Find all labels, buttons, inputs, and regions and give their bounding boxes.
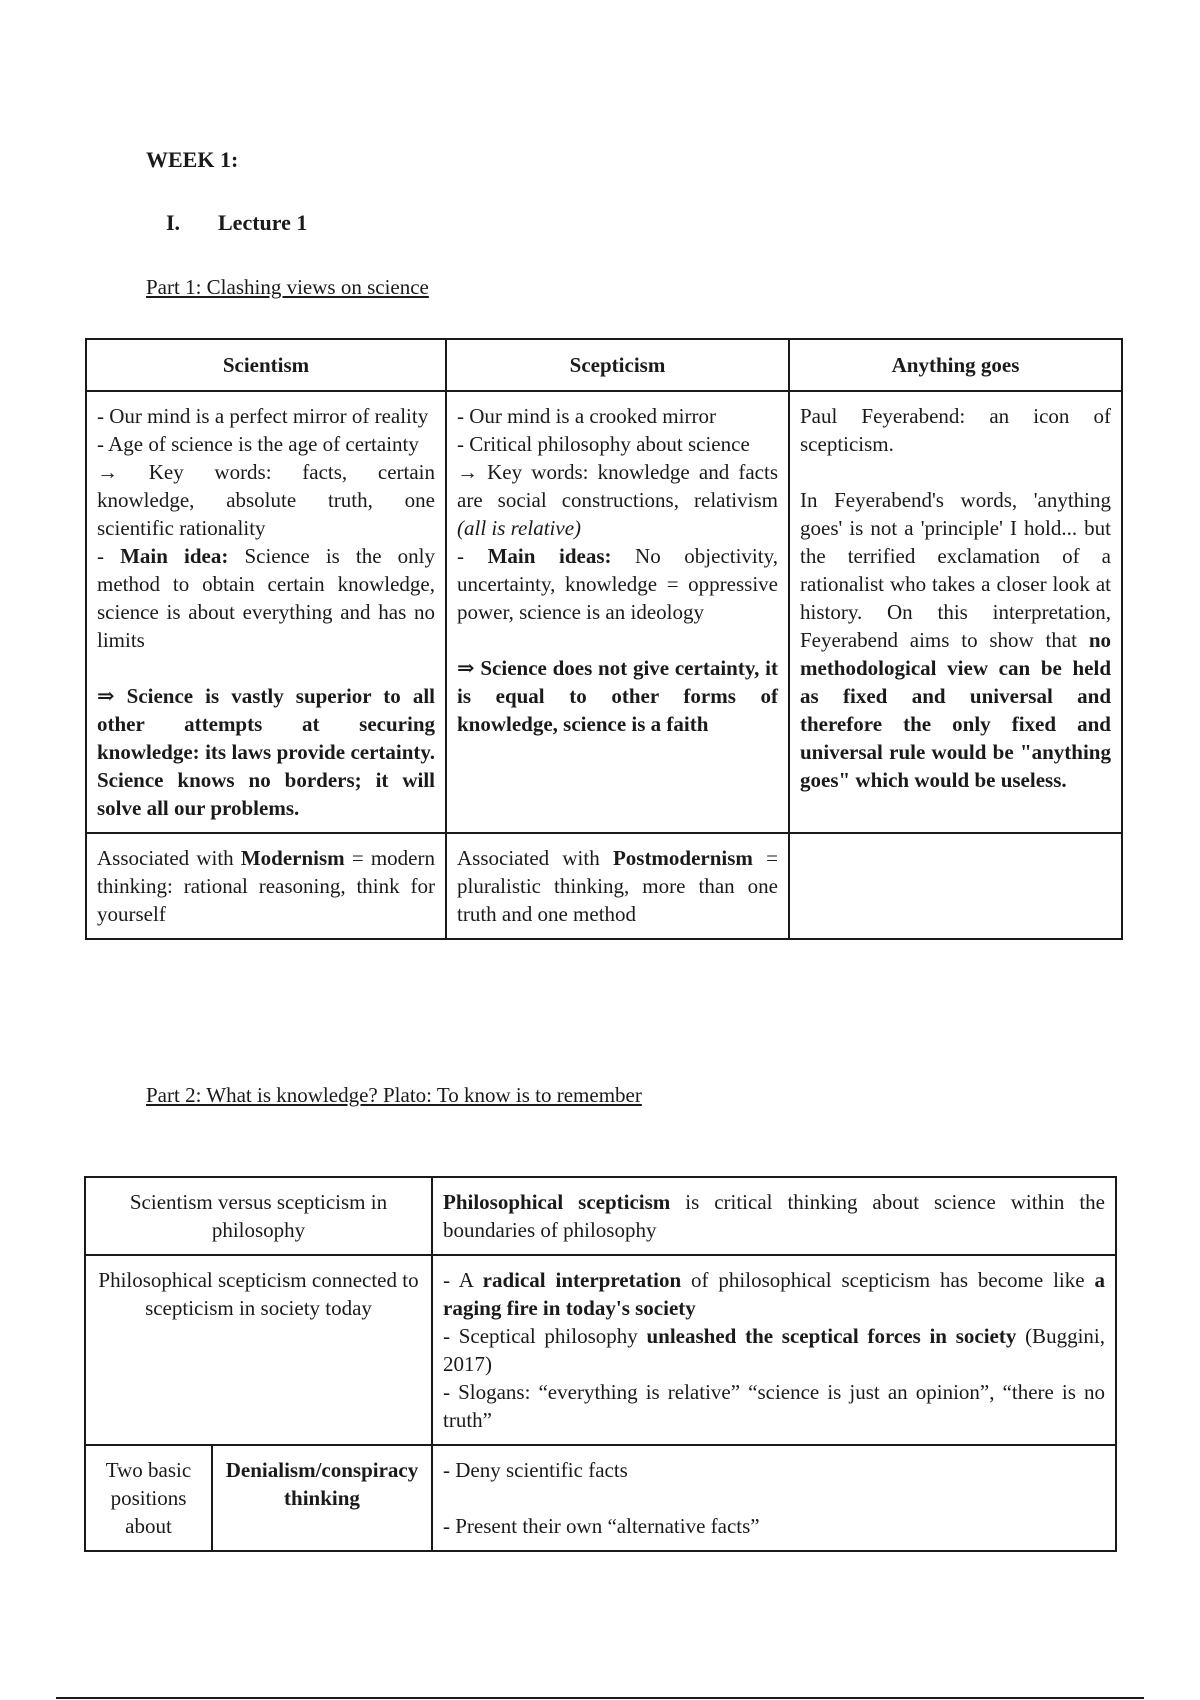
postmodernism-cell: Associated with Postmodernism = pluralistic thinking, more than one truth and one method bbox=[446, 833, 789, 939]
feyerabend-intro: Paul Feyerabend: an icon of scepticism. bbox=[800, 404, 1111, 456]
slogans-line: - Slogans: “everything is relative” “science is just an opinion”, “there is no truth” bbox=[443, 1380, 1105, 1432]
scepticism-conclusion: ⇒ Science does not give certainty, it is equal to other forms of knowledge, science is a faith bbox=[457, 656, 778, 736]
knowledge-table bbox=[84, 1176, 1117, 1552]
scientism-conclusion: ⇒ Science is vastly superior to all other attempts at securing knowledge: its laws provide certainty. Science knows no borders; it will solve all our problems. bbox=[97, 684, 435, 820]
scientism-line: - Our mind is a perfect mirror of reality bbox=[97, 404, 429, 428]
header-scientism: Scientism bbox=[86, 339, 446, 391]
scepticism-line: - Our mind is a crooked mirror bbox=[457, 404, 716, 428]
lecture-title: Lecture 1 bbox=[218, 210, 308, 235]
week-heading: WEEK 1: bbox=[146, 147, 239, 172]
scientism-line: - Age of science is the age of certainty bbox=[97, 432, 419, 456]
scepticism-line: - Critical philosophy about science bbox=[457, 432, 750, 456]
deny-facts-line: - Deny scientific facts bbox=[443, 1458, 628, 1482]
table-row bbox=[86, 833, 1122, 939]
row-content bbox=[432, 1445, 1116, 1551]
scientism-line: → Key words: facts, certain knowledge, absolute truth, one scientific rationality bbox=[97, 460, 435, 540]
feyerabend-quote: In Feyerabend's words, 'anything goes' is not a 'principle' I hold... but the terrified exclamation of a rationalist who takes a closer look at history. On this interpretation, Feyerabend aims to show that no methodological view can be held as fixed and universal and therefore the only fixed and universal rule would be "anything goes" which would be useless. bbox=[800, 488, 1111, 792]
modernism-cell: Associated with Modernism = modern thinking: rational reasoning, think for yourself bbox=[86, 833, 446, 939]
row-label: Two basic positions about bbox=[85, 1445, 212, 1551]
table-row bbox=[85, 1255, 1116, 1445]
table-row bbox=[86, 391, 1122, 833]
row-content bbox=[432, 1255, 1116, 1445]
empty-cell bbox=[789, 833, 1122, 939]
table-row bbox=[85, 1177, 1116, 1255]
clashing-views-table bbox=[85, 338, 1123, 940]
scientism-main-idea: - Main idea: Science is the only method to obtain certain knowledge, science is about everything and has no limits bbox=[97, 544, 436, 652]
lecture-heading bbox=[166, 209, 307, 237]
alternative-facts-line: - Present their own “alternative facts” bbox=[443, 1514, 760, 1538]
header-anything-goes: Anything goes bbox=[789, 339, 1122, 391]
row-label: Philosophical scepticism connected to scepticism in society today bbox=[85, 1255, 432, 1445]
row-sublabel: Denialism/conspiracy thinking bbox=[212, 1445, 432, 1551]
row-label: Scientism versus scepticism in philosophy bbox=[85, 1177, 432, 1255]
sceptical-philosophy-line: - Sceptical philosophy unleashed the sceptical forces in society (Buggini, 2017) bbox=[443, 1324, 1105, 1376]
table-row bbox=[85, 1445, 1116, 1551]
page-divider bbox=[56, 1697, 1144, 1699]
row-content: Philosophical scepticism is critical thinking about science within the boundaries of philosophy bbox=[432, 1177, 1116, 1255]
scepticism-main-ideas: - Main ideas: No objectivity, uncertainty, knowledge = oppressive power, science is an ideology bbox=[457, 544, 778, 624]
scepticism-cell bbox=[446, 391, 789, 833]
lecture-number: I. bbox=[166, 210, 181, 235]
anything-goes-cell bbox=[789, 391, 1122, 833]
radical-interpretation-line: - A radical interpretation of philosophical scepticism has become like a raging fire in today's society bbox=[443, 1268, 1105, 1320]
scientism-cell bbox=[86, 391, 446, 833]
part1-heading: Part 1: Clashing views on science bbox=[146, 275, 429, 299]
header-scepticism: Scepticism bbox=[446, 339, 789, 391]
part2-heading: Part 2: What is knowledge? Plato: To know is to remember bbox=[146, 1083, 642, 1107]
scepticism-keywords: → Key words: knowledge and facts are social constructions, relativism (all is relative) bbox=[457, 460, 778, 540]
table-header-row bbox=[86, 339, 1122, 391]
